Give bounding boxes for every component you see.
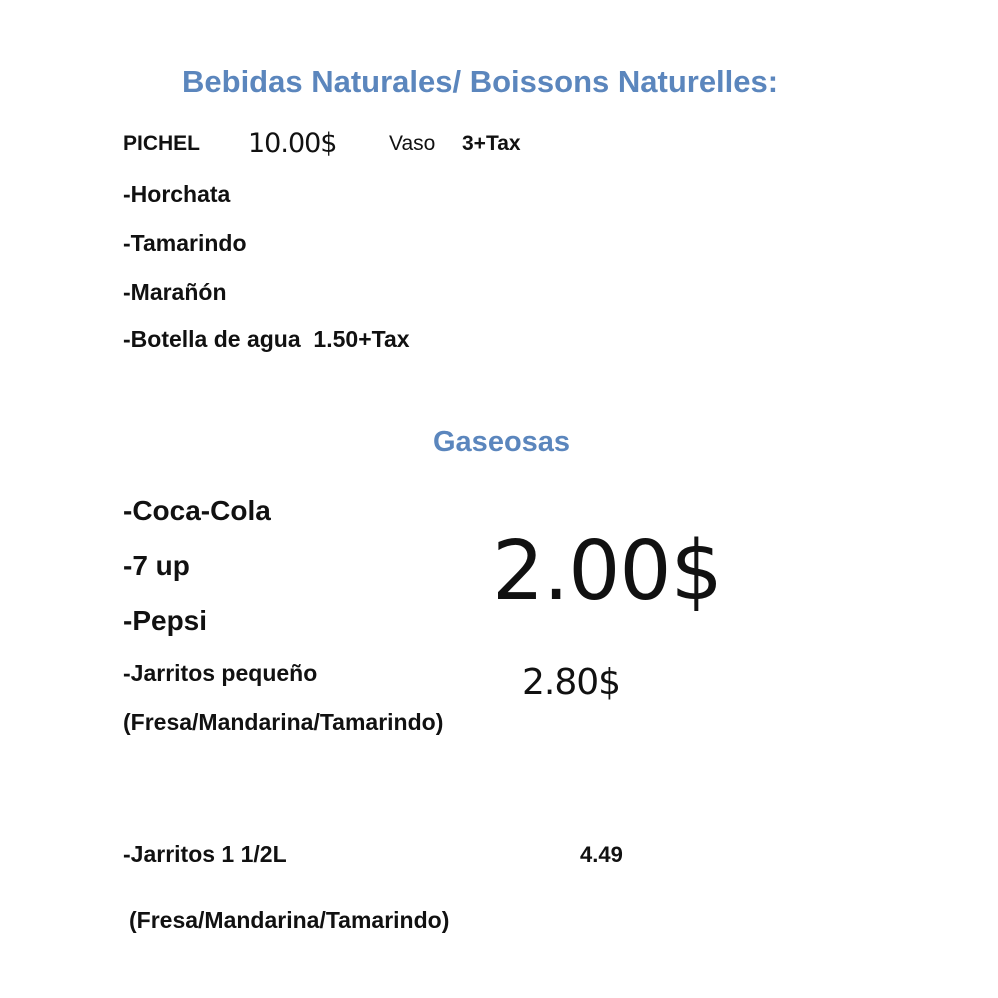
- jarritos-large-label: -Jarritos 1 1/2L: [123, 841, 287, 867]
- soda-price: 2.00$: [492, 524, 722, 619]
- jarritos-small-price: 2.80$: [522, 662, 621, 703]
- list-item-coca-cola: -Coca-Cola: [123, 495, 271, 526]
- list-item-7up: -7 up: [123, 550, 190, 581]
- pichel-price: 10.00$: [248, 128, 337, 159]
- list-item-botella-agua: -Botella de agua 1.50+Tax: [123, 326, 410, 352]
- section-title-gaseosas: Gaseosas: [433, 426, 571, 458]
- jarritos-small-flavors: (Fresa/Mandarina/Tamarindo): [123, 709, 444, 735]
- list-item-maranon: -Marañón: [123, 279, 227, 305]
- jarritos-large-flavors: (Fresa/Mandarina/Tamarindo): [129, 907, 450, 933]
- vaso-price: 3+Tax: [462, 132, 521, 155]
- list-item-pepsi: -Pepsi: [123, 605, 208, 636]
- jarritos-large-price: 4.49: [580, 842, 623, 867]
- list-item-tamarindo: -Tamarindo: [123, 230, 247, 256]
- section-title-naturales: Bebidas Naturales/ Boissons Naturelles:: [182, 64, 779, 99]
- jarritos-small-label: -Jarritos pequeño: [123, 660, 318, 686]
- list-item-horchata: -Horchata: [123, 181, 231, 207]
- pichel-label: PICHEL: [123, 132, 201, 155]
- vaso-label: Vaso: [389, 132, 436, 155]
